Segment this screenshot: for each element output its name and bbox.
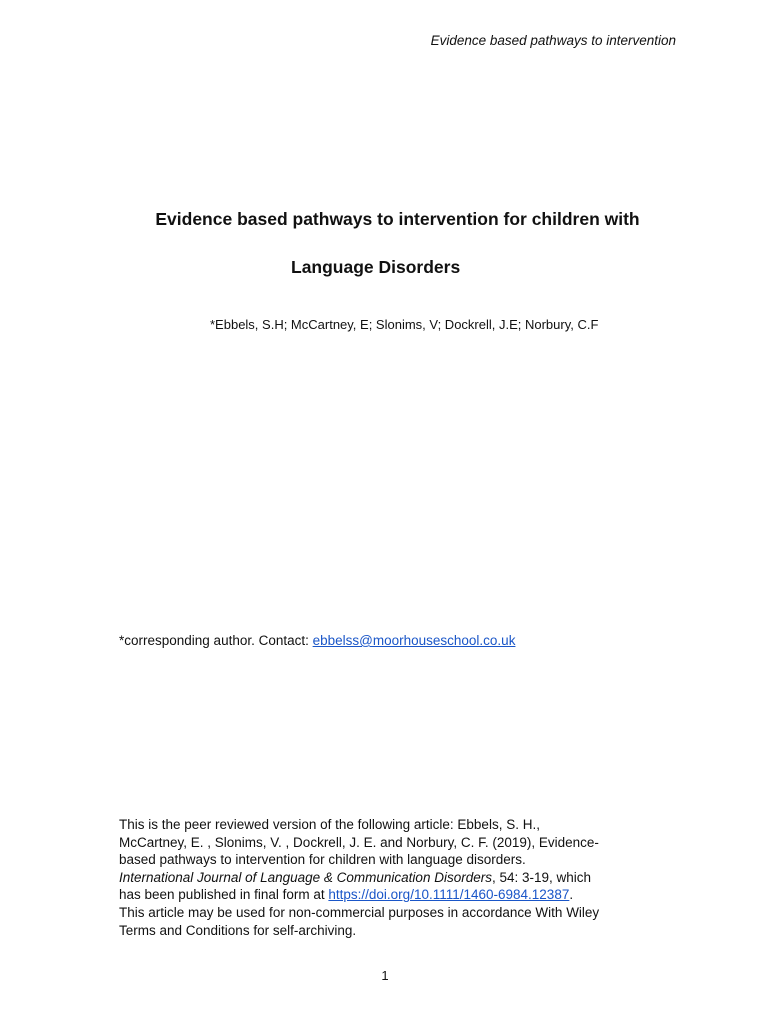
citation-line-7: Terms and Conditions for self-archiving. xyxy=(119,922,357,938)
email-link[interactable]: ebbelss@moorhouseschool.co.uk xyxy=(312,633,516,648)
citation-line-2: McCartney, E. , Slonims, V. , Dockrell, J. E. and Norbury, C. F. (2019), Evidence- xyxy=(119,834,599,850)
citation-line-4 xyxy=(119,869,639,887)
corresponding-author xyxy=(119,633,515,648)
citation-line-3: based pathways to intervention for children with language disorders. xyxy=(119,852,526,868)
journal-name: International Journal of Language & Communication Disorders xyxy=(119,869,492,885)
citation-period: . xyxy=(569,887,574,903)
paper-title-line-1: Evidence based pathways to intervention for children with xyxy=(155,209,640,229)
citation-block xyxy=(119,816,639,939)
author-list: *Ebbels, S.H; McCartney, E; Slonims, V; Dockrell, J.E; Norbury, C.F xyxy=(210,317,599,332)
citation-final-form: has been published in final form at xyxy=(119,887,329,903)
corresponding-label: *corresponding author. Contact: xyxy=(119,633,313,648)
citation-line-5 xyxy=(119,886,639,904)
page-number: 1 xyxy=(381,968,389,983)
citation-line-1: This is the peer reviewed version of the following article: Ebbels, S. H., xyxy=(119,817,540,832)
citation-line-6: This article may be used for non-commercial purposes in accordance With Wiley xyxy=(119,904,600,920)
doi-link[interactable]: https://doi.org/10.1111/1460-6984.12387 xyxy=(328,887,570,903)
running-header: Evidence based pathways to intervention xyxy=(430,33,676,48)
paper-title-line-2: Language Disorders xyxy=(291,257,461,277)
citation-volume: , 54: 3-19, which xyxy=(491,869,592,885)
